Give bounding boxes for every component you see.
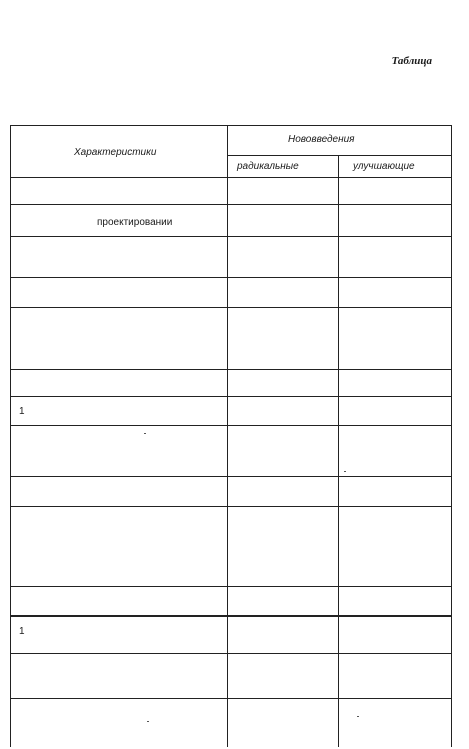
scan-speck [147,721,149,722]
row-divider [10,586,452,587]
row-divider [10,177,452,178]
row-divider [10,653,452,654]
scan-speck [344,471,346,472]
row-divider [10,204,452,205]
row-divider [10,506,452,507]
table-caption: Таблица [391,55,432,67]
row-divider [10,307,452,308]
column-divider [227,125,228,747]
column-divider [338,155,339,747]
header-divider [227,155,452,156]
scan-speck [357,716,359,717]
row-divider [10,425,452,426]
row-divider [10,369,452,370]
header-characteristic: Характеристики [74,147,157,158]
header-improving: улучшающие [353,161,415,172]
row-label: 1 [19,406,25,417]
row-divider [10,476,452,477]
row-label: 1 [19,626,25,637]
row-label: проектировании [97,217,173,228]
scan-speck [144,433,146,434]
row-divider [10,615,452,617]
row-divider [10,277,452,278]
data-table [10,125,452,747]
row-divider [10,396,452,397]
header-innovations: Нововведения [288,134,355,145]
table-right-border [451,125,452,747]
row-divider [10,236,452,237]
table-top-border [10,125,452,126]
table-left-border [10,125,11,747]
header-radical: радикальные [237,161,299,172]
row-divider [10,698,452,699]
